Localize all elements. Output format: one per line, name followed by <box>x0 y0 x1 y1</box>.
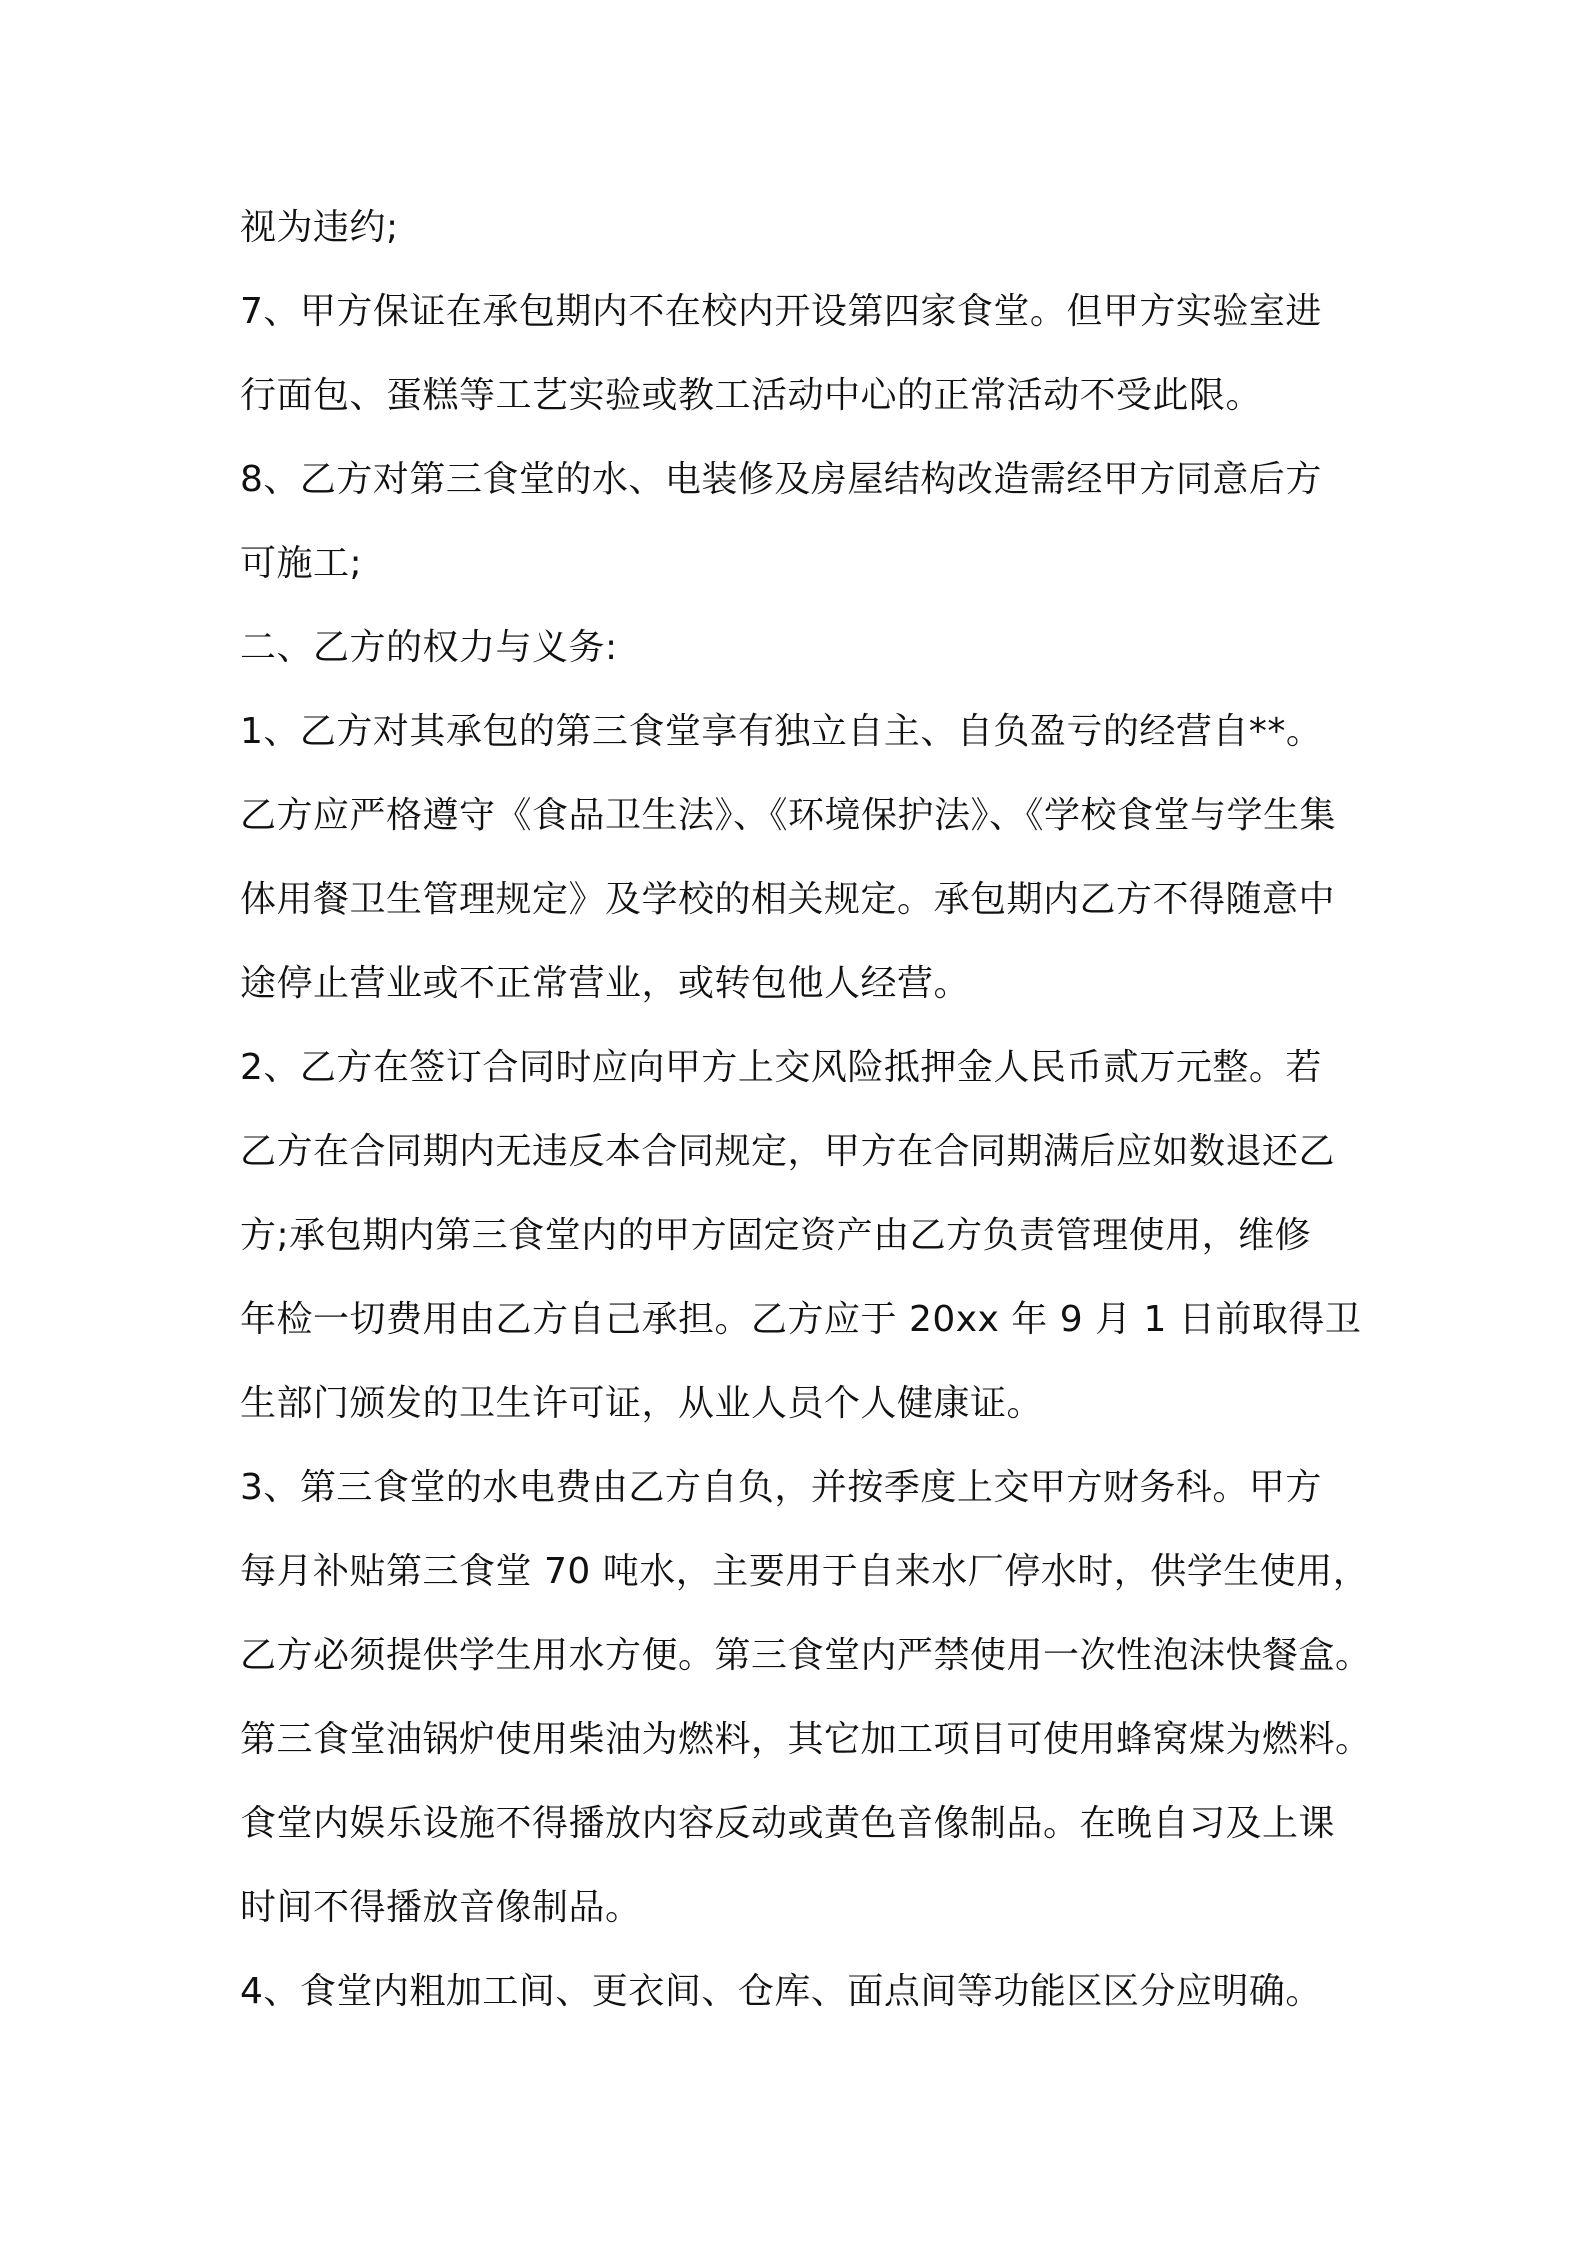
text-line: 2、乙方在签订合同时应向甲方上交风险抵押金人民币贰万元整。若 <box>240 1047 1322 1088</box>
text-line: 8、乙方对第三食堂的水、电装修及房屋结构改造需经甲方同意后方 <box>240 459 1322 500</box>
text-line: 途停止营业或不正常营业，或转包他人经营。 <box>240 963 971 1004</box>
text-line: 每月补贴第三食堂 70 吨水，主要用于自来水厂停水时，供学生使用， <box>240 1551 1370 1592</box>
text-line: 年检一切费用由乙方自己承担。乙方应于 20xx 年 9 月 1 日前取得卫 <box>240 1299 1362 1340</box>
text-line: 方;承包期内第三食堂内的甲方固定资产由乙方负责管理使用，维修 <box>240 1215 1312 1256</box>
text-line: 乙方必须提供学生用水方便。第三食堂内严禁使用一次性泡沫快餐盒。 <box>240 1635 1372 1676</box>
text-line: 7、甲方保证在承包期内不在校内开设第四家食堂。但甲方实验室进 <box>240 291 1322 332</box>
text-line: 3、第三食堂的水电费由乙方自负，并按季度上交甲方财务科。甲方 <box>240 1467 1322 1508</box>
text-line: 乙方在合同期内无违反本合同规定，甲方在合同期满后应如数退还乙 <box>240 1131 1336 1172</box>
text-line: 1、乙方对其承包的第三食堂享有独立自主、自负盈亏的经营自**。 <box>240 711 1323 752</box>
text-line: 食堂内娱乐设施不得播放内容反动或黄色音像制品。在晚自习及上课 <box>240 1803 1336 1844</box>
text-line: 第三食堂油锅炉使用柴油为燃料，其它加工项目可使用蜂窝煤为燃料。 <box>240 1719 1372 1760</box>
text-line: 体用餐卫生管理规定》及学校的相关规定。承包期内乙方不得随意中 <box>240 879 1336 920</box>
text-line: 时间不得播放音像制品。 <box>240 1887 642 1928</box>
text-line: 生部门颁发的卫生许可证，从业人员个人健康证。 <box>240 1383 1044 1424</box>
text-line: 行面包、蛋糕等工艺实验或教工活动中心的正常活动不受此限。 <box>240 375 1263 416</box>
text-line: 4、食堂内粗加工间、更衣间、仓库、面点间等功能区区分应明确。 <box>240 1971 1322 2012</box>
text-line: 视为违约; <box>240 207 399 248</box>
text-line: 可施工; <box>240 543 363 584</box>
section-heading: 二、乙方的权力与义务: <box>240 627 618 668</box>
text-line: 乙方应严格遵守《食品卫生法》、《环境保护法》、《学校食堂与学生集 <box>240 795 1337 836</box>
